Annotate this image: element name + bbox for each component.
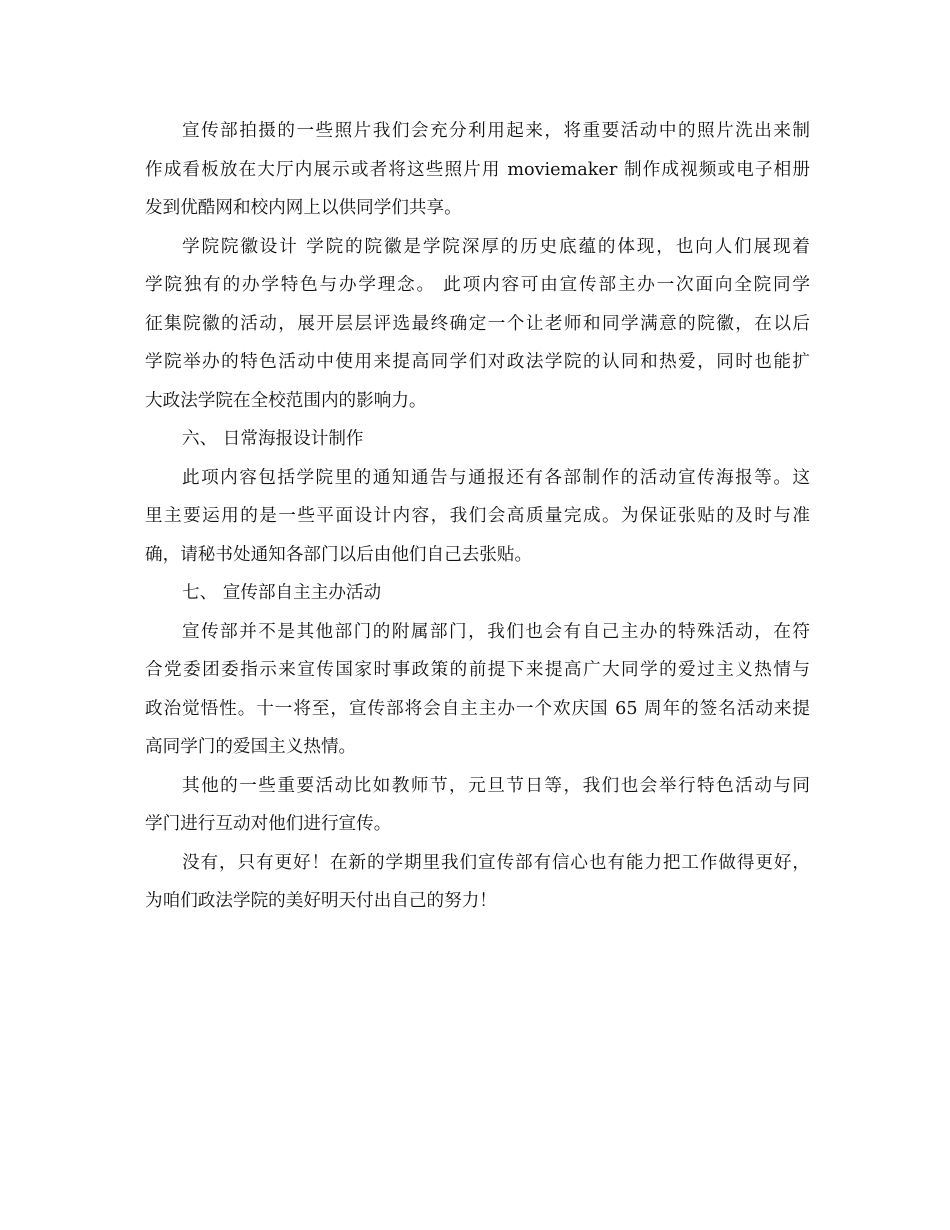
paragraph-independent-activities	[145, 613, 810, 767]
text-line: 学门进行互动对他们进行宣传。	[145, 814, 392, 834]
text-line: 学院独有的办学特色与办学理念。 此项内容可由宣传部主办一次面向全院同学	[145, 275, 810, 295]
text-line: 合党委团委指示来宣传国家时事政策的前提下来提高广大同学的爱过主义热情与	[145, 660, 810, 680]
paragraph-emblem-design	[145, 228, 810, 421]
text-line: 大政法学院在全校范围内的影响力。	[145, 390, 427, 411]
text-line: 里主要运用的是一些平面设计内容，我们会高质量完成。为保证张贴的及时与准	[145, 506, 810, 526]
text-line: 征集院徽的活动，展开层层评选最终确定一个让老师和同学满意的院徽，在以后	[145, 313, 810, 334]
section-heading: 七、 宣传部自主主办活动	[182, 583, 382, 603]
text-line: 高同学门的爱国主义热情。	[145, 737, 357, 757]
text-line: 作成看板放在大厅内展示或者将这些照片用 moviemaker 制作成视频或电子相册	[145, 159, 810, 180]
paragraph-other-activities	[145, 767, 810, 844]
text-line: 其他的一些重要活动比如教师节，元旦节日等，我们也会举行特色活动与同	[182, 775, 810, 796]
paragraph-poster-design	[145, 459, 810, 575]
text-line: 发到优酷网和校内网上以供同学们共享。	[145, 198, 462, 218]
text-line: 宣传部并不是其他部门的附属部门，我们也会有自己主办的特殊活动，在符	[182, 621, 810, 642]
section-heading: 六、 日常海报设计制作	[182, 429, 364, 449]
text-line: 学院院徽设计 学院的院徽是学院深厚的历史底蕴的体现，也向人们展现着	[182, 236, 810, 257]
text-line: 宣传部拍摄的一些照片我们会充分利用起来，将重要活动中的照片洗出来制	[182, 121, 810, 141]
section-heading-seven	[145, 574, 810, 613]
text-line: 没有，只有更好！在新的学期里我们宣传部有信心也有能力把工作做得更好，	[182, 852, 810, 873]
text-line: 政治觉悟性。十一将至，宣传部将会自主主办一个欢庆国 65 周年的签名活动来提	[145, 698, 810, 719]
section-heading-six	[145, 420, 810, 459]
paragraph-closing	[145, 844, 810, 921]
text-line: 为咱们政法学院的美好明天付出自己的努力！	[145, 891, 497, 911]
text-line: 学院举办的特色活动中使用来提高同学们对政法学院的认同和热爱，同时也能扩	[145, 352, 810, 372]
document-body	[145, 112, 810, 921]
text-line: 此项内容包括学院里的通知通告与通报还有各部制作的活动宣传海报等。这	[182, 467, 810, 488]
text-line: 确，请秘书处通知各部门以后由他们自己去张贴。	[145, 544, 533, 565]
paragraph-photo-usage	[145, 112, 810, 228]
